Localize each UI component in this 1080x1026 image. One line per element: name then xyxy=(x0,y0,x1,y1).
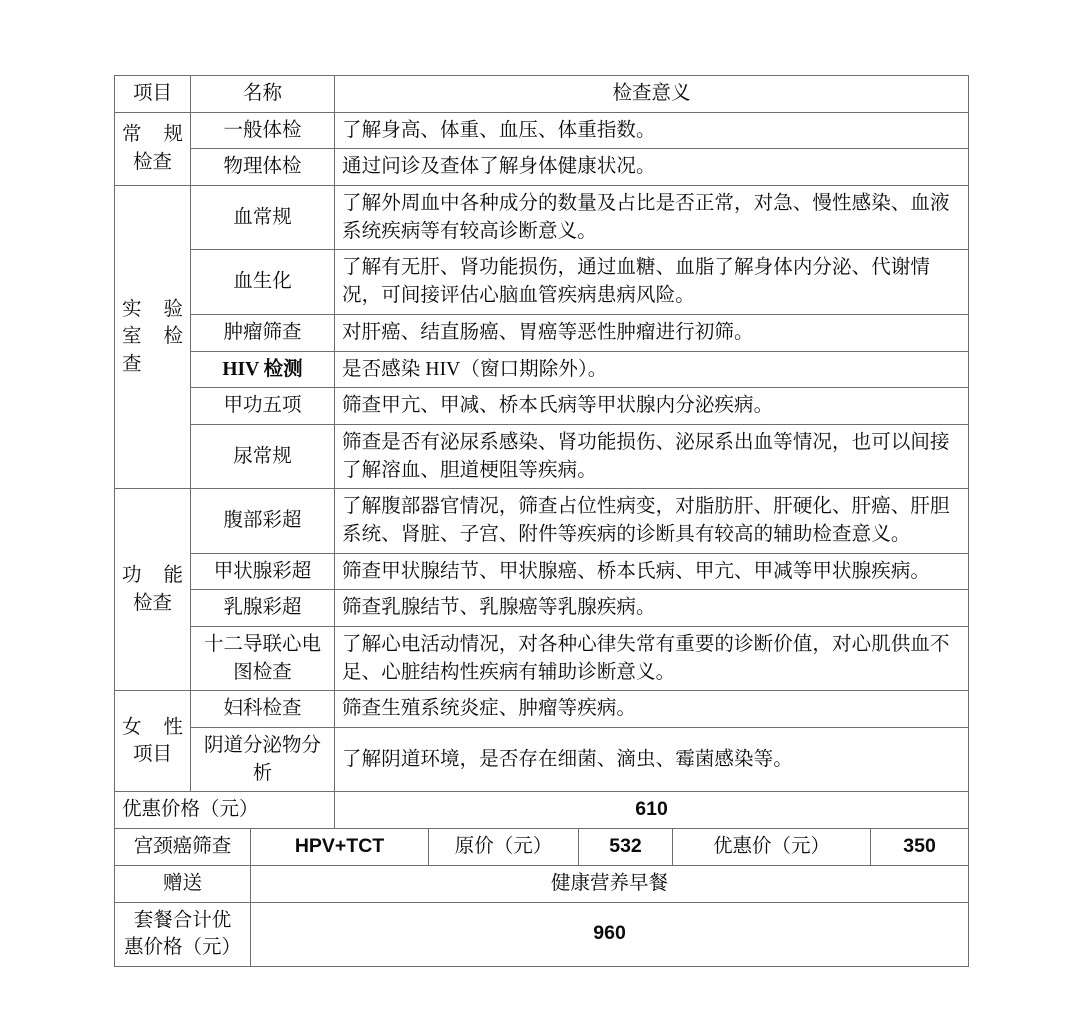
table-row xyxy=(115,388,969,425)
discount-price-value: 610 xyxy=(335,792,969,829)
exam-name: 甲状腺彩超 xyxy=(191,553,335,590)
group-label-line: 常 规 xyxy=(122,124,183,146)
exam-name: 腹部彩超 xyxy=(191,489,335,553)
group-label-line: 查 xyxy=(122,354,142,375)
table-row xyxy=(115,553,969,590)
cervical-screening-row xyxy=(115,829,969,866)
package-total-label xyxy=(115,902,251,966)
table-row xyxy=(115,489,969,553)
gift-row xyxy=(115,865,969,902)
table-row xyxy=(115,250,969,314)
group-label-female xyxy=(115,691,191,792)
table-row xyxy=(115,590,969,627)
exam-meaning: 是否感染 HIV（窗口期除外）。 xyxy=(335,351,969,388)
exam-name: 乳腺彩超 xyxy=(191,590,335,627)
table-row xyxy=(115,424,969,488)
gift-value: 健康营养早餐 xyxy=(251,865,969,902)
exam-name: 血常规 xyxy=(191,186,335,250)
original-price-label: 原价（元） xyxy=(429,829,579,866)
table-row xyxy=(115,186,969,250)
exam-meaning: 筛查生殖系统炎症、肿瘤等疾病。 xyxy=(335,691,969,728)
table-row xyxy=(115,728,969,792)
exam-name: 血生化 xyxy=(191,250,335,314)
exam-meaning: 通过问诊及查体了解身体健康状况。 xyxy=(335,149,969,186)
exam-name: 物理体检 xyxy=(191,149,335,186)
exam-meaning: 了解阴道环境，是否存在细菌、滴虫、霉菌感染等。 xyxy=(335,728,969,792)
exam-name: 肿瘤筛查 xyxy=(191,314,335,351)
package-total-value: 960 xyxy=(251,902,969,966)
exam-meaning: 筛查乳腺结节、乳腺癌等乳腺疾病。 xyxy=(335,590,969,627)
table-row xyxy=(115,627,969,691)
exam-meaning: 筛查甲状腺结节、甲状腺癌、桥本氏病、甲亢、甲减等甲状腺疾病。 xyxy=(335,553,969,590)
exam-meaning: 筛查是否有泌尿系感染、肾功能损伤、泌尿系出血等情况，也可以间接了解溶血、胆道梗阻等疾病。 xyxy=(335,424,969,488)
exam-meaning: 了解腹部器官情况，筛查占位性病变，对脂肪肝、肝硬化、肝癌、肝胆系统、肾脏、子宫、附件等疾病的诊断具有较高的辅助检查意义。 xyxy=(335,489,969,553)
exam-name: 甲功五项 xyxy=(191,388,335,425)
header-meaning: 检查意义 xyxy=(335,76,969,113)
exam-name: 一般体检 xyxy=(191,112,335,149)
exam-meaning: 了解心电活动情况，对各种心律失常有重要的诊断价值，对心肌供血不足、心脏结构性疾病有辅助诊断意义。 xyxy=(335,627,969,691)
table-row xyxy=(115,314,969,351)
exam-name: 尿常规 xyxy=(191,424,335,488)
exam-meaning: 对肝癌、结直肠癌、胃癌等恶性肿瘤进行初筛。 xyxy=(335,314,969,351)
exam-name: 妇科检查 xyxy=(191,691,335,728)
group-label-line: 室 检 xyxy=(122,326,183,348)
special-price-value: 350 xyxy=(871,829,969,866)
group-label-line: 项目 xyxy=(132,744,172,766)
document-page xyxy=(114,75,968,967)
exam-meaning: 筛查甲亢、甲减、桥本氏病等甲状腺内分泌疾病。 xyxy=(335,388,969,425)
group-label-line: 实 验 xyxy=(122,298,183,320)
group-label-routine xyxy=(115,112,191,185)
original-price-value: 532 xyxy=(579,829,673,866)
exam-name: 阴道分泌物分析 xyxy=(191,728,335,792)
table-row xyxy=(115,149,969,186)
cervical-screening-label: 宫颈癌筛查 xyxy=(115,829,251,866)
exam-name: 十二导联心电图检查 xyxy=(191,627,335,691)
discount-price-label: 优惠价格（元） xyxy=(115,792,335,829)
group-label-line: 检查 xyxy=(132,151,172,173)
header-name: 名称 xyxy=(191,76,335,113)
exam-meaning: 了解有无肝、肾功能损伤，通过血糖、血脂了解身体内分泌、代谢情况，可间接评估心脑血管疾病患病风险。 xyxy=(335,250,969,314)
header-item: 项目 xyxy=(115,76,191,113)
health-checkup-table xyxy=(114,75,969,967)
table-header-row xyxy=(115,76,969,113)
exam-name: HIV 检测 xyxy=(191,351,335,388)
package-total-label-line: 套餐合计优 xyxy=(133,909,232,931)
package-total-row xyxy=(115,902,969,966)
special-price-label: 优惠价（元） xyxy=(673,829,871,866)
table-row xyxy=(115,351,969,388)
group-label-line: 女 性 xyxy=(122,716,183,738)
gift-label: 赠送 xyxy=(115,865,251,902)
group-label-laboratory xyxy=(115,186,191,489)
group-label-line: 功 能 xyxy=(122,565,183,587)
package-total-label-line: 惠价格（元） xyxy=(123,937,241,959)
group-label-line: 检查 xyxy=(132,592,172,614)
exam-meaning: 了解身高、体重、血压、体重指数。 xyxy=(335,112,969,149)
group-label-functional xyxy=(115,489,191,691)
cervical-screening-item: HPV+TCT xyxy=(251,829,429,866)
exam-meaning: 了解外周血中各种成分的数量及占比是否正常，对急、慢性感染、血液系统疾病等有较高诊断意义。 xyxy=(335,186,969,250)
table-row xyxy=(115,112,969,149)
table-row xyxy=(115,691,969,728)
discount-price-row xyxy=(115,792,969,829)
